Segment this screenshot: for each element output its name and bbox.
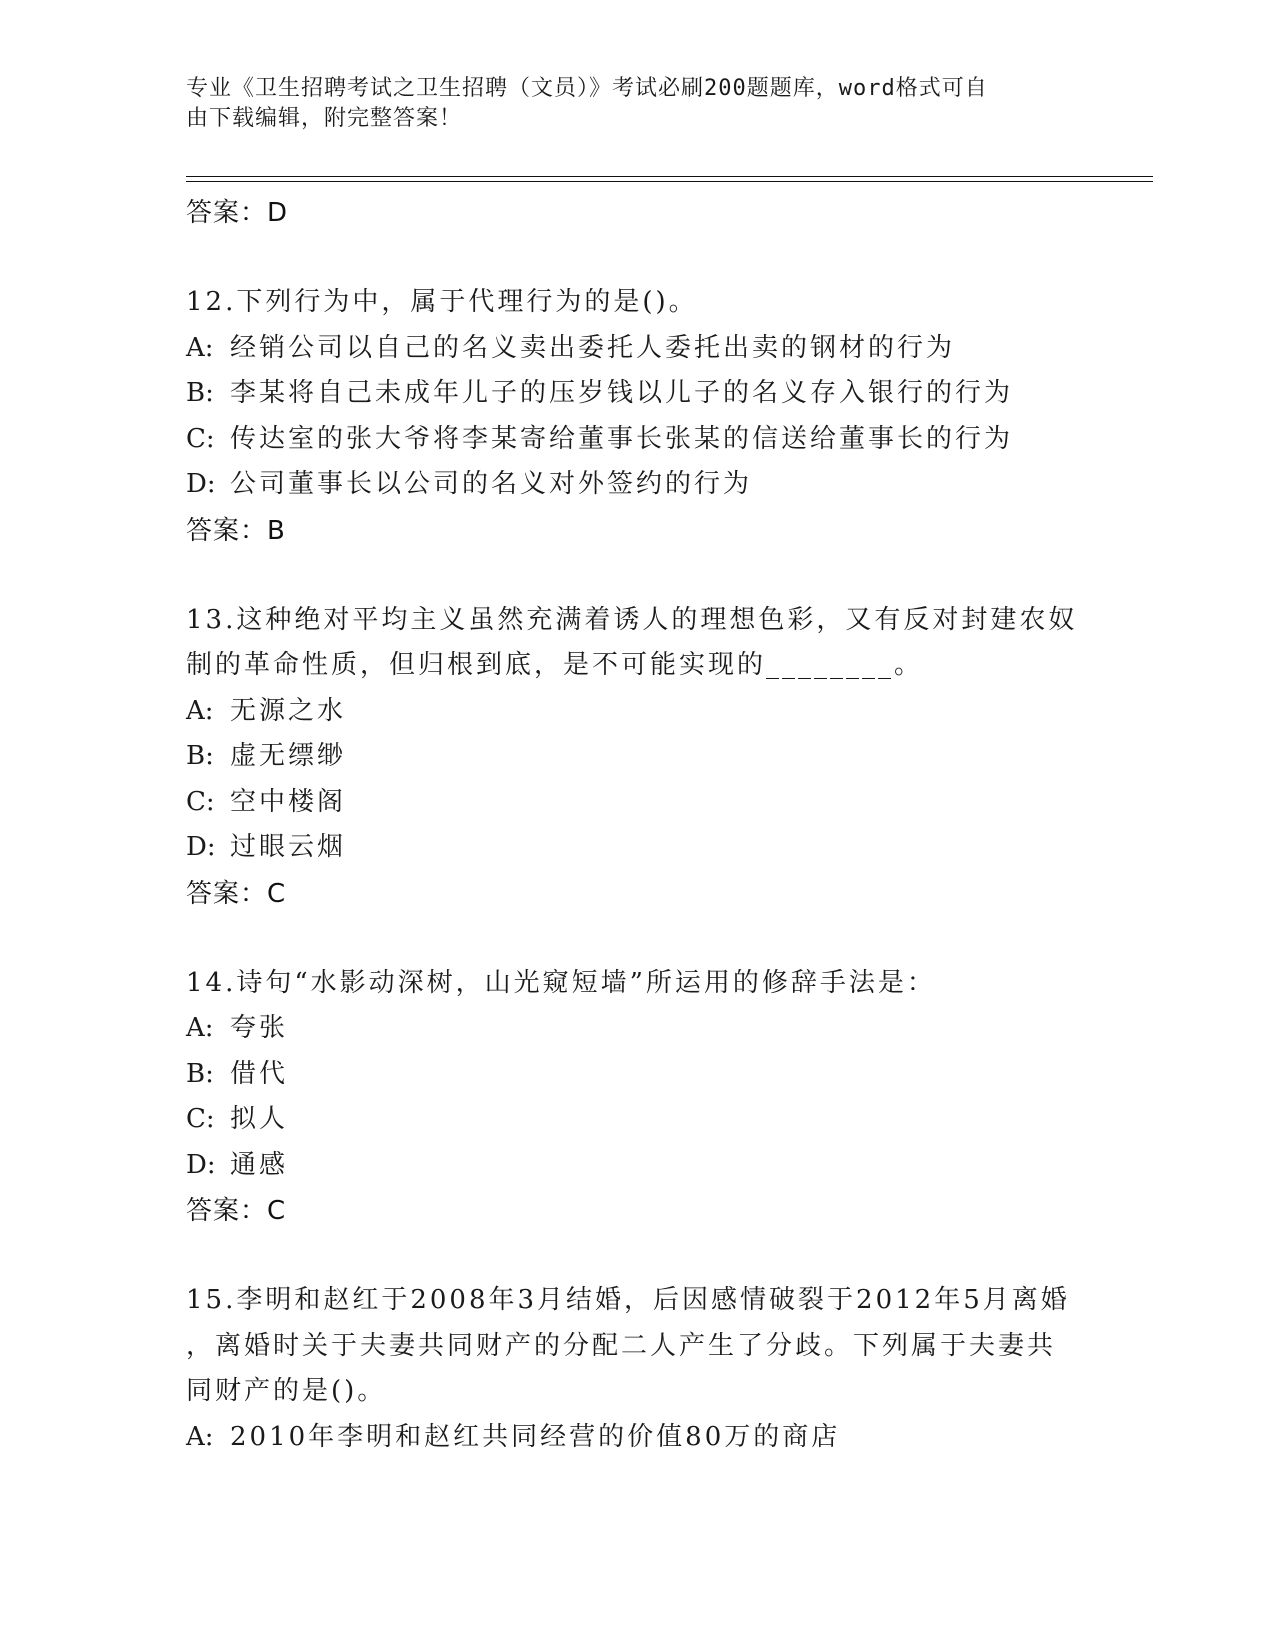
header-divider-top <box>186 176 1153 177</box>
option-b <box>186 734 1086 780</box>
option-text: 无源之水 <box>230 695 347 726</box>
question-14 <box>186 961 1086 1235</box>
question-stem: 12.下列行为中，属于代理行为的是()。 <box>186 287 698 317</box>
option-d <box>186 1143 1086 1189</box>
option-text: 空中楼阁 <box>230 786 347 817</box>
option-label: A: <box>186 1421 214 1452</box>
option-text: 过眼云烟 <box>230 832 347 862</box>
option-text: 借代 <box>230 1058 289 1089</box>
option-d <box>186 825 1086 871</box>
option-label: C: <box>186 1104 215 1134</box>
answer: 答案：B <box>186 515 286 546</box>
option-b <box>186 371 1086 417</box>
question-15 <box>186 1278 1086 1460</box>
answer: 答案：C <box>186 1196 287 1226</box>
option-text: 李某将自己未成年儿子的压岁钱以儿子的名义存入银行的行为 <box>230 378 1014 408</box>
option-label: B: <box>186 1058 214 1089</box>
header-divider-bottom <box>186 181 1153 182</box>
option-label: D: <box>186 1149 216 1180</box>
option-label: B: <box>186 741 214 771</box>
option-text: 2010年李明和赵红共同经营的价值80万的商店 <box>230 1421 841 1452</box>
question-list <box>186 190 1086 1460</box>
option-a <box>186 326 1086 372</box>
option-label: C: <box>186 786 215 817</box>
question-stem: 14.诗句“水影动深树，山光窥短墙”所运用的修辞手法是： <box>186 967 936 998</box>
question-13 <box>186 598 1086 917</box>
option-c <box>186 1097 1086 1143</box>
spacer <box>186 236 1086 280</box>
option-text: 夸张 <box>230 1013 289 1043</box>
option-c <box>186 417 1086 463</box>
option-label: D: <box>186 832 216 862</box>
option-label: A: <box>186 695 214 726</box>
option-label: C: <box>186 423 215 454</box>
question-stem-cont: 制的革命性质，但归根到底，是不可能实现的________。 <box>186 650 924 680</box>
header-line-1: 专业《卫生招聘考试之卫生招聘（文员）》考试必刷200题题库，word格式可自 <box>186 76 988 101</box>
option-b <box>186 1052 1086 1098</box>
option-a <box>186 1415 1086 1461</box>
header-line-2: 由下载编辑，附完整答案！ <box>186 106 463 131</box>
spacer <box>186 554 1086 598</box>
option-a <box>186 1006 1086 1052</box>
option-text: 经销公司以自己的名义卖出委托人委托出卖的钢材的行为 <box>230 332 956 363</box>
question-stem-cont: 同财产的是()。 <box>186 1376 387 1406</box>
spacer <box>186 917 1086 961</box>
option-text: 拟人 <box>230 1104 289 1134</box>
option-text: 虚无缥缈 <box>230 741 347 771</box>
option-a <box>186 689 1086 735</box>
question-stem: 13.这种绝对平均主义虽然充满着诱人的理想色彩，又有反对封建农奴 <box>186 604 1078 635</box>
document-header <box>186 74 1056 134</box>
option-label: D: <box>186 469 216 499</box>
option-text: 公司董事长以公司的名义对外签约的行为 <box>230 469 753 499</box>
question-12 <box>186 280 1086 554</box>
option-text: 通感 <box>230 1149 289 1180</box>
option-label: A: <box>186 332 214 363</box>
option-text: 传达室的张大爷将李某寄给董事长张某的信送给董事长的行为 <box>230 423 1014 454</box>
question-stem: 15.李明和赵红于2008年3月结婚，后因感情破裂于2012年5月离婚 <box>186 1285 1070 1315</box>
spacer <box>186 1234 1086 1278</box>
question-stem-cont: ，离婚时关于夫妻共同财产的分配二人产生了分歧。下列属于夫妻共 <box>186 1330 1057 1361</box>
previous-answer: 答案：D <box>186 198 289 228</box>
option-label: A: <box>186 1013 214 1043</box>
option-c <box>186 780 1086 826</box>
answer: 答案：C <box>186 878 287 909</box>
option-d <box>186 462 1086 508</box>
option-label: B: <box>186 378 214 408</box>
